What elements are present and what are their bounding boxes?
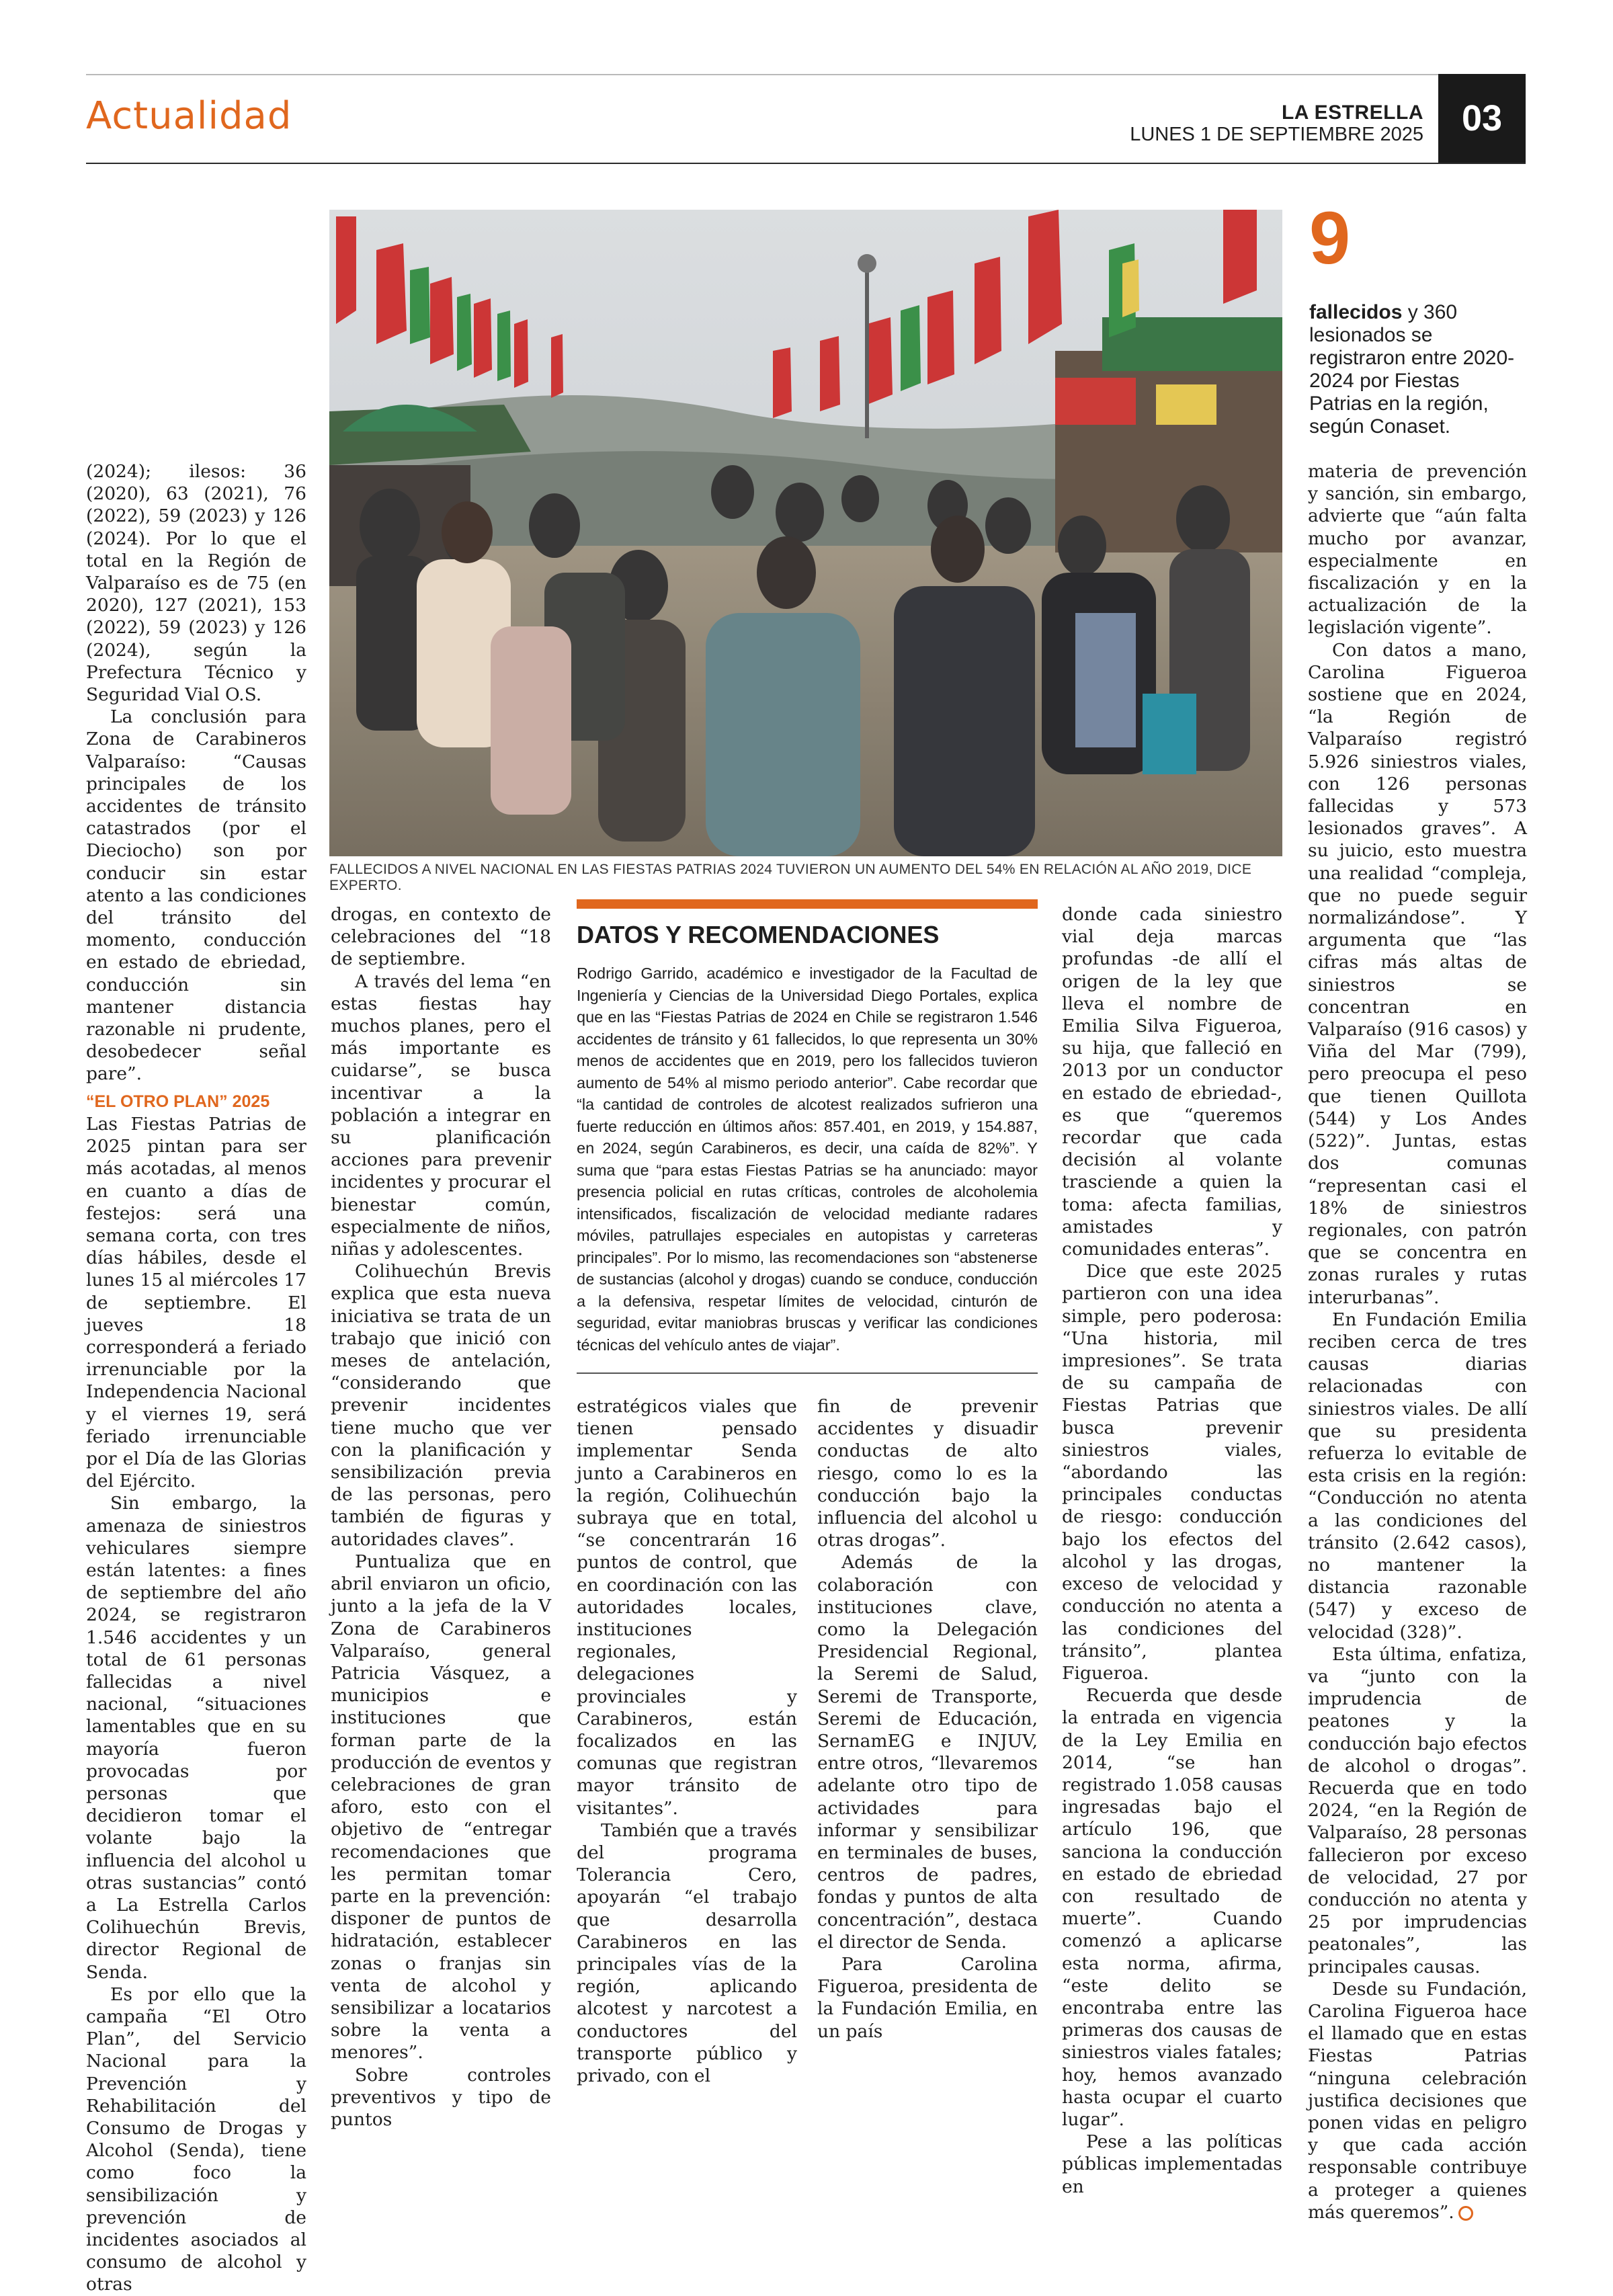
box-text: Rodrigo Garrido, académico e investigador de la Facultad de Ingeniería y Ciencias de la Universidad Diego Portales, explica que en las “Fiestas Patrias de 2024 en Chile se registraron 1.546 accidentes de tránsito y 61 fallecidos, lo que representa un 30% menos de accidentes que en 2019, pero los fallecidos tuvieron aumento de 54% al mismo periodo anterior”. Cabe recordar que “la cantidad de controles de alcotest realizados sufrieron una fuerte reducción en últimos años: 857.401, en 2019, y 154.887, en 2024, según Carabineros, es decir, una caída de 82%”. Y suma que “para estas Fiestas Patrias se ha anunciado: mayor presencia policial en rutas críticas, controles de alcoholemia intensificados, fiscalización de velocidad mediante radares móviles, patrullajes especiales en autopistas y carreteras principales”. Por lo mismo, las recomendaciones son “abstenerse de sustancias (alcohol y drogas) cuando se conduce, conducción a la defensiva, respetar límites de velocidad, cinturón de seguridad, evitar maniobras bruscas y verificar las condiciones técnicas del vehículo antes de viajar”. — [577, 965, 1038, 1354]
paragraph: donde cada siniestro vial deja marcas profundas -de allí el origen de la ley que lleva el nombre de Emilia Silva Figueroa, su hija, que falleció en 2013 por un conductor en estado de ebriedad-, es que “queremos recordar que cada decisión al volante trasciende a quien la toma: afecta familias, amistades y comunidades enteras”. — [1062, 904, 1282, 1260]
column-5 — [1062, 903, 1282, 2198]
paragraph: (2024); ilesos: 36 (2020), 63 (2021), 76 (2022), 59 (2023) y 126 (2024). Por lo que el total en la Región de Valparaíso es de 75 (en 2020), 127 (2021), 153 (2022), 59 (2023) y 126 (2024), según la Prefectura Técnico y Seguridad Vial O.S. — [86, 461, 306, 706]
subheading: “EL OTRO PLAN” 2025 — [86, 1092, 270, 1111]
photo-caption: FALLECIDOS A NIVEL NACIONAL EN LAS FIESTAS PATRIAS 2024 TUVIERON UN AUMENTO DEL 54% EN RELACIÓN AL AÑO 2019, DICE EXPERTO. — [329, 862, 1252, 893]
paragraph: Para Carolina Figueroa, presidenta de la Fundación Emilia, en un país — [817, 1954, 1038, 2042]
paragraph: materia de prevención y sanción, sin embargo, advierte que “aún falta mucho por avanzar, especialmente en fiscalización y en la actualización de la legislación vigente”. — [1308, 461, 1527, 639]
paragraph: estratégicos viales que tienen pensado implementar Senda junto a Carabineros en la región, Colihuechún subraya que en total, “se concentrarán 16 puntos de control, que en coordinación con las autoridades locales, instituciones regionales, delegaciones provinciales y Carabineros, están focalizados en las comunas que registran mayor tránsito de visitantes”. — [577, 1396, 797, 1819]
stat-text — [1309, 301, 1518, 438]
stat-bold: fallecidos — [1309, 301, 1403, 323]
paragraph: Sin embargo, la amenaza de siniestros vehiculares siempre están latentes: a fines de septiembre del año 2024, se registraron 1.546 accidentes y un total de 61 personas fallecidas a nivel nacional, “situaciones lamentables que en su mayoría fueron provocadas por personas que decidieron tomar el volante bajo la influencia del alcohol u otras sustancias” contó a La Estrella Carlos Colihuechún Brevis, director Regional de Senda. — [86, 1493, 306, 1983]
paragraph: Recuerda que desde la entrada en vigencia de la Ley Emilia en 2014, “se han registrado 1.058 causas ingresadas bajo el artículo 196, que sanciona la conducción en estado de ebriedad con resultado de muerte”. Cuando comenzó a aplicarse esta norma, afirma, “este delito se encontraba entre las primeras dos causas de siniestros viales fatales; hoy, hemos avanzado hasta ocupar el cuarto lugar”. — [1062, 1685, 1282, 2130]
box-title: DATOS Y RECOMENDACIONES — [577, 921, 940, 948]
paragraph: También que a través del programa Tolerancia Cero, apoyarán “el trabajo que desarrolla Carabineros en las principales vías de la región, aplicando alcotest y narcotest a conductores del transporte público y privado, con el — [577, 1819, 797, 2087]
page-number: 03 — [1438, 74, 1526, 163]
paragraph: Las Fiestas Patrias de 2025 pintan para ser más acotadas, al menos en cuanto a días de festejos: será una semana corta, con tres días hábiles, desde el lunes 15 al miércoles 17 de septiembre. El jueves 18 corresponderá a feriado irrenunciable por la Independencia Nacional y el viernes 19, será feriado irrenunciable por el Día de las Glorias del Ejército. — [86, 1113, 306, 1492]
paragraph: Esta última, enfatiza, va “junto con la imprudencia de peatones y la conducción bajo efectos de alcohol o drogas”. Recuerda que en todo 2024, “en la Región de Valparaíso, 28 personas fallecieron por exceso de velocidad, 27 por conducción no atenta y 25 por imprudencias peatonales”, las principales causas. — [1308, 1643, 1527, 1977]
paragraph: drogas, en contexto de celebraciones del “18 de septiembre. — [331, 904, 551, 970]
issue-date: LUNES 1 DE SEPTIEMBRE 2025 — [1130, 124, 1423, 145]
masthead — [1130, 102, 1423, 145]
box-accent-bar — [577, 899, 1038, 909]
paragraph: Colihuechún Brevis explica que esta nueva iniciativa se trata de un trabajo que inició con meses de antelación, “considerando que prevenir incidentes tiene mucho que ver con la planificación y sensibilización previa de las personas, pero también de figuras y autoridades claves”. — [331, 1261, 551, 1550]
section-title: Actualidad — [86, 94, 292, 138]
column-1 — [86, 460, 306, 2296]
column-3 — [577, 1395, 797, 2087]
festival-photo — [329, 210, 1282, 856]
paragraph: Sobre controles preventivos y tipo de puntos — [331, 2064, 551, 2130]
stat-number: 9 — [1309, 197, 1351, 280]
paragraph: Pese a las políticas públicas implementadas en — [1062, 2131, 1282, 2197]
newspaper-name: LA ESTRELLA — [1281, 101, 1423, 124]
paragraph: Es por ello que la campaña “El Otro Plan”, del Servicio Nacional para la Prevención y Rehabilitación del Consumo de Drogas y Alcohol (Senda), tiene como foco la sensibilización y prevención de incidentes asociados al consumo de alcohol y otras — [86, 1983, 306, 2295]
column-4 — [817, 1395, 1038, 2043]
paragraph: Dice que este 2025 partieron con una idea simple, pero poderosa: “Una historia, mil impresiones”. Se trata de su campaña de Fiestas Patrias que busca prevenir siniestros viales, “abordando las principales conductas de riesgo: conducción bajo los efectos del alcohol y las drogas, exceso de velocidad y conducción no atenta a las condiciones del tránsito”, plantea Figueroa. — [1062, 1261, 1282, 1684]
paragraph: Además de la colaboración con instituciones clave, como la Delegación Presidencial Regional, la Seremi de Salud, Seremi de Transporte, Seremi de Educación, SernamEG e INJUV, entre otros, “llevaremos adelante otro tipo de actividades para informar y sensibilizar en terminales de buses, centros de padres, fondas y puntos de alta concentración”, destaca el director de Senda. — [817, 1552, 1038, 1953]
paragraph-text: Desde su Fundación, Carolina Figueroa hace el llamado que en estas Fiestas Patrias “ninguna celebración justifica decisiones que ponen vidas en peligro y que cada acción responsable contribuye a proteger a quienes más queremos”. — [1308, 1978, 1527, 2223]
paragraph: Con datos a mano, Carolina Figueroa sostiene que en 2024, “la Región de Valparaíso registró 5.926 siniestros viales, con 126 personas fallecidas y 573 lesionados graves”. A su juicio, esto muestra una realidad “compleja, que no puede seguir normalizándose”. Y argumenta que “las cifras más altas de siniestros se concentran en Valparaíso (916 casos) y Viña del Mar (799), pero preocupa el peso que tienen Quillota (544) y Los Andes (522)”. Juntas, estas dos comunas “representan casi el 18% de siniestros regionales, con patrón que se concentra en zonas rurales y rutas interurbanas”. — [1308, 639, 1527, 1308]
paragraph: A través del lema “en estas fiestas hay muchos planes, pero el más importante es cuidarse”, se busca incentivar a la población a integrar en su planificación acciones para prevenir incidentes y procurar el bienestar común, especialmente de niños, niñas y adolescentes. — [331, 971, 551, 1260]
paragraph: fin de prevenir accidentes y disuadir conductas de alto riesgo, como lo es la conducción bajo la influencia del alcohol u otras drogas”. — [817, 1396, 1038, 1551]
box-bottom-rule — [577, 1372, 1038, 1374]
header-rule — [86, 163, 1526, 164]
paragraph: La conclusión para Zona de Carabineros Valparaíso: “Causas principales de los accidentes de tránsito catastrados (por el Dieciocho) son por conducir sin estar atento a las condiciones del tránsito del momento, conducción en estado de ebriedad, conducción sin mantener distancia razonable ni prudente, desobedecer señal pare”. — [86, 706, 306, 1085]
top-rule — [86, 74, 1526, 75]
column-6 — [1308, 460, 1527, 2223]
stat-rest: y 360 lesionados se registraron entre 2020-2024 por Fiestas Patrias en la región, según Conaset. — [1309, 301, 1515, 438]
paragraph: En Fundación Emilia reciben cerca de tres causas diarias relacionadas con siniestros viales. De allí que su presidenta refuerza lo evitable de esta crisis en la región: “Conducción no atenta a las condiciones del tránsito (2.642 casos), no mantener la distancia razonable (547) y exceso de velocidad (328)”. — [1308, 1309, 1527, 1643]
end-mark-icon — [1458, 2206, 1473, 2221]
column-2 — [331, 903, 551, 2131]
paragraph — [1308, 1978, 1527, 2223]
paragraph: Puntualiza que en abril enviaron un oficio, junto a la jefa de la V Zona de Carabineros Valparaíso, general Patricia Vásquez, a municipios e instituciones que forman parte de la producción de eventos y celebraciones de gran aforo, esto con el objetivo de “entregar recomendaciones que les permitan tomar parte en la prevención: disponer de puntos de hidratación, establecer zonas o franjas sin venta de alcohol y sensibilizar a locatarios sobre la venta a menores”. — [331, 1551, 551, 2063]
